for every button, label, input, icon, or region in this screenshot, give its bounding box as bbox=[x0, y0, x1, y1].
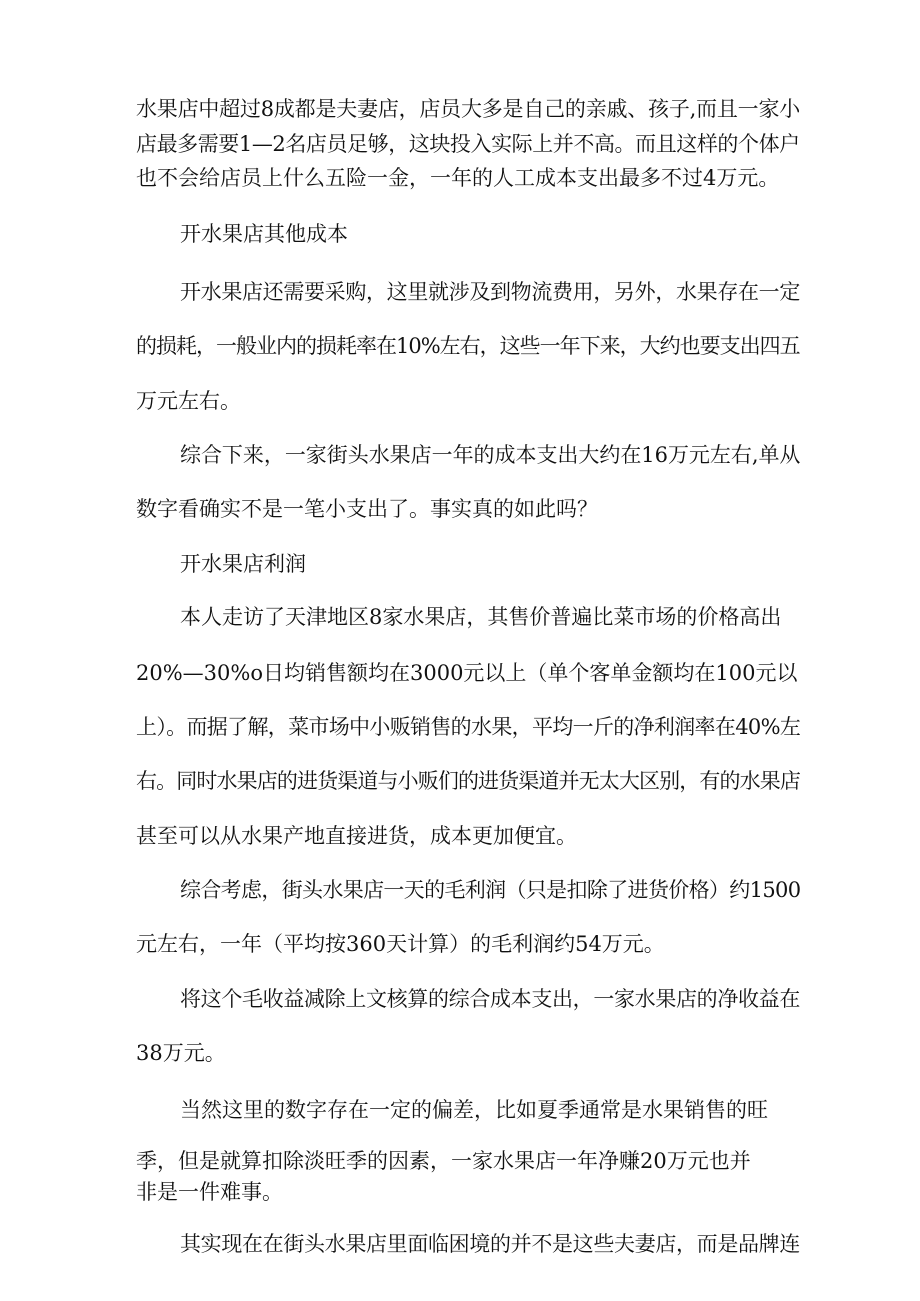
text-line: 水果店中超过8成都是夫妻店，店员大多是自己的亲戚、孩子,而且一家小 bbox=[136, 97, 801, 121]
text-line: 季，但是就算扣除淡旺季的因素，一家水果店一年净赚20万元也并 bbox=[136, 1149, 751, 1173]
text-line: 元左右，一年（平均按360天计算）的毛利润约54万元。 bbox=[136, 932, 665, 956]
text-line: 非是一件难事。 bbox=[136, 1180, 283, 1204]
text-line: 20%—30%o日均销售额均在3000元以上（单个客单金额均在100元以 bbox=[136, 661, 798, 685]
text-line: 将这个毛收益减除上文核算的综合成本支出，一家水果店的净收益在 bbox=[180, 987, 800, 1011]
text-line: 的损耗，一般业内的损耗率在10%左右，这些一年下来，大约也要支出四五 bbox=[136, 334, 800, 358]
text-line: 38万元。 bbox=[136, 1041, 226, 1065]
text-line: 综合考虑，街头水果店一天的毛利润（只是扣除了进货价格）约1500 bbox=[180, 878, 801, 902]
text-line: 当然这里的数字存在一定的偏差，比如夏季通常是水果销售的旺 bbox=[180, 1098, 768, 1122]
text-line: 其实现在在街头水果店里面临困境的并不是这些夫妻店，而是品牌连 bbox=[180, 1232, 800, 1256]
text-line: 综合下来，一家街头水果店一年的成本支出大约在16万元左右,单从 bbox=[180, 443, 801, 467]
section-heading: 开水果店其他成本 bbox=[180, 222, 348, 246]
text-line: 开水果店还需要采购，这里就涉及到物流费用，另外，水果存在一定 bbox=[180, 280, 800, 304]
text-line: 本人走访了天津地区8家水果店，其售价普遍比菜市场的价格高出 bbox=[180, 605, 782, 629]
text-line: 也不会给店员上什么五险一金，一年的人工成本支出最多不过4万元。 bbox=[136, 166, 780, 190]
text-line: 上）。而据了解，菜市场中小贩销售的水果，平均一斤的净利润率在40%左 bbox=[136, 715, 801, 739]
text-line: 数字看确实不是一笔小支出了。事实真的如此吗？ bbox=[136, 497, 598, 521]
text-line: 甚至可以从水果产地直接进货，成本更加便宜。 bbox=[136, 824, 577, 848]
text-line: 店最多需要1—2名店员足够，这块投入实际上并不高。而且这样的个体户 bbox=[136, 132, 800, 156]
text-line: 右。同时水果店的进货渠道与小贩们的进货渠道并无太大区别，有的水果店 bbox=[136, 769, 800, 793]
section-heading: 开水果店利润 bbox=[180, 552, 306, 576]
text-line: 万元左右。 bbox=[136, 389, 241, 413]
